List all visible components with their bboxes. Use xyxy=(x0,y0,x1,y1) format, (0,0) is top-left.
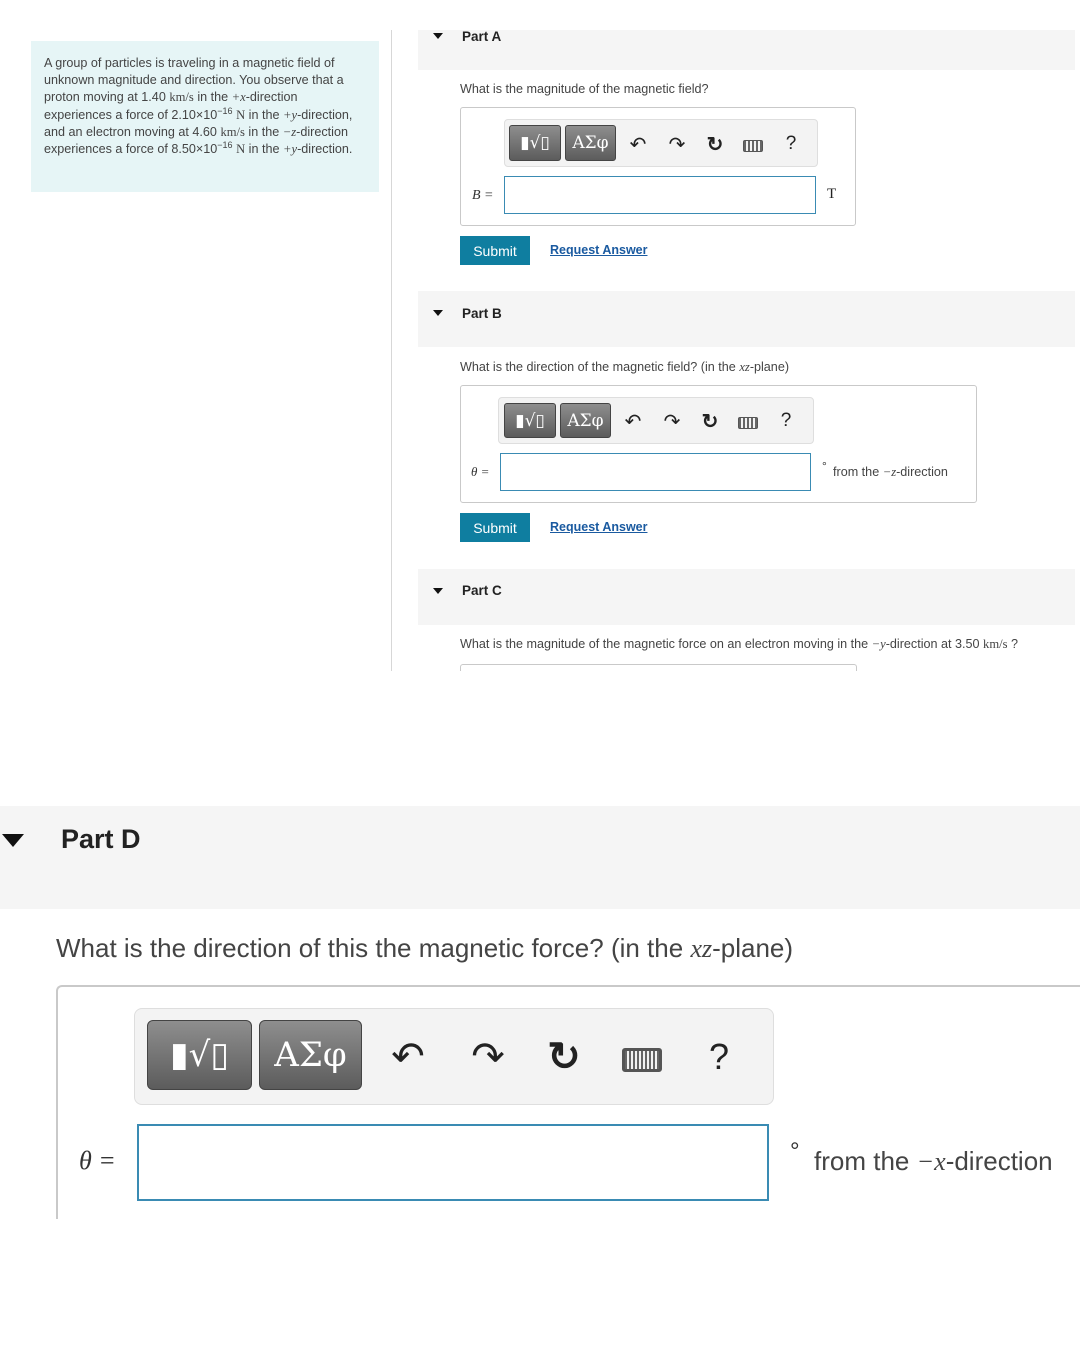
unit-speed: km/s xyxy=(983,637,1008,651)
reset-icon[interactable]: ↻ xyxy=(701,410,719,433)
exponent: −16 xyxy=(217,139,233,150)
direction-symbol: +x xyxy=(231,90,246,105)
unit-force: N xyxy=(236,142,246,157)
templates-button[interactable]: ▮√▯ xyxy=(147,1020,252,1090)
undo-icon[interactable]: ↶ xyxy=(391,1035,425,1079)
part-d-unit-text xyxy=(814,1146,1053,1177)
collapse-caret-icon[interactable] xyxy=(433,588,443,594)
b-variable-label xyxy=(472,186,494,204)
reset-icon[interactable]: ↻ xyxy=(706,133,724,156)
part-a-question: What is the magnitude of the magnetic field? xyxy=(460,82,709,96)
problem-statement xyxy=(31,41,379,192)
question-text: ? xyxy=(1007,637,1019,651)
theta-input-field[interactable] xyxy=(500,453,811,491)
greek-symbols-button[interactable]: ΑΣφ xyxy=(560,403,611,438)
part-d-question xyxy=(56,933,793,964)
plane-symbol: xz xyxy=(690,934,713,963)
part-b-submit-button[interactable]: Submit xyxy=(460,513,530,542)
plane-symbol: xz xyxy=(739,360,750,374)
redo-icon[interactable]: ↷ xyxy=(471,1035,505,1079)
collapse-caret-icon[interactable] xyxy=(2,834,24,847)
problem-text: in the xyxy=(245,107,283,122)
part-c-title: Part C xyxy=(462,583,502,598)
unit-text: from the xyxy=(833,465,883,479)
direction-symbol: −z xyxy=(282,124,297,139)
unit-speed: km/s xyxy=(169,90,194,105)
column-divider xyxy=(391,30,392,671)
part-b-title: Part B xyxy=(462,306,502,321)
collapse-caret-icon[interactable] xyxy=(433,310,443,316)
degree-symbol: ° xyxy=(822,459,827,473)
problem-text: -direction. xyxy=(297,142,353,157)
question-text: What is the direction of this the magnetic force? (in the xyxy=(56,933,691,963)
direction-symbol: +y xyxy=(282,142,298,157)
redo-icon[interactable]: ↷ xyxy=(663,410,681,433)
theta-label: θ = xyxy=(79,1146,116,1175)
question-text: What is the direction of the magnetic field? (in the xyxy=(460,360,740,374)
part-b-request-answer-link[interactable]: Request Answer xyxy=(550,520,648,534)
problem-text: in the xyxy=(245,142,283,157)
part-a-title: Part A xyxy=(462,29,502,44)
part-b-question xyxy=(460,360,789,375)
part-c-answer-box xyxy=(460,664,857,671)
unit-text: -direction xyxy=(896,465,948,479)
problem-text: in the xyxy=(193,90,232,105)
part-b-unit-text xyxy=(833,465,948,480)
keyboard-icon[interactable] xyxy=(743,140,763,152)
degree-symbol: ° xyxy=(790,1138,800,1165)
part-a-request-answer-link[interactable]: Request Answer xyxy=(550,243,648,257)
problem-text: -direction, and an electron moving at 4.60 xyxy=(44,107,353,139)
keyboard-icon[interactable] xyxy=(738,417,758,429)
unit-label: T xyxy=(827,186,837,202)
unit-speed: km/s xyxy=(220,124,245,139)
undo-icon[interactable]: ↶ xyxy=(629,133,647,156)
part-d-title: Part D xyxy=(61,824,141,854)
exponent: −16 xyxy=(217,105,233,116)
collapse-caret-icon[interactable] xyxy=(433,33,443,39)
part-c-header[interactable] xyxy=(418,569,1075,625)
b-input-field[interactable] xyxy=(504,176,816,214)
theta-variable-label xyxy=(471,464,489,480)
part-d-header[interactable] xyxy=(0,806,1080,909)
direction-symbol: −z xyxy=(882,465,897,479)
reset-icon[interactable]: ↻ xyxy=(547,1035,581,1079)
part-c-question xyxy=(460,637,1018,652)
direction-symbol: +y xyxy=(282,107,298,122)
question-text: -plane) xyxy=(749,360,790,374)
problem-text: -direction experiences a force of 8.50×10 xyxy=(44,124,348,157)
unit-text: -direction xyxy=(945,1146,1053,1176)
unit-force: N xyxy=(236,107,246,122)
templates-button[interactable]: ▮√▯ xyxy=(504,403,556,438)
help-icon[interactable]: ? xyxy=(708,1036,730,1077)
problem-text: -direction experiences a force of 2.10×10 xyxy=(44,90,298,122)
theta-variable-label xyxy=(79,1145,116,1176)
redo-icon[interactable]: ↷ xyxy=(668,133,686,156)
templates-button[interactable]: ▮√▯ xyxy=(509,125,561,161)
keyboard-icon[interactable] xyxy=(622,1048,662,1072)
direction-symbol: −x xyxy=(916,1147,946,1176)
question-text: -plane) xyxy=(712,933,794,963)
part-b-header[interactable] xyxy=(418,291,1075,347)
unit-text: from the xyxy=(814,1146,917,1176)
greek-symbols-button[interactable]: ΑΣφ xyxy=(565,125,616,161)
theta-label: θ = xyxy=(471,464,490,479)
help-icon[interactable]: ? xyxy=(785,133,797,154)
problem-text: A group of particles is traveling in a magnetic field of unknown magnitude and direction. You observe that a proton moving at 1.40 xyxy=(44,56,344,105)
part-a-submit-button[interactable]: Submit xyxy=(460,236,530,265)
undo-icon[interactable]: ↶ xyxy=(624,410,642,433)
b-label: B = xyxy=(472,188,494,203)
problem-text: in the xyxy=(244,124,283,139)
question-text: -direction at 3.50 xyxy=(885,637,984,651)
greek-symbols-button[interactable]: ΑΣφ xyxy=(259,1020,362,1090)
question-text: What is the magnitude of the magnetic force on an electron moving in the xyxy=(460,637,872,651)
theta-input-field[interactable] xyxy=(137,1124,769,1201)
part-a-header[interactable] xyxy=(418,30,1075,70)
direction-symbol: −y xyxy=(871,637,886,651)
help-icon[interactable]: ? xyxy=(780,410,792,431)
